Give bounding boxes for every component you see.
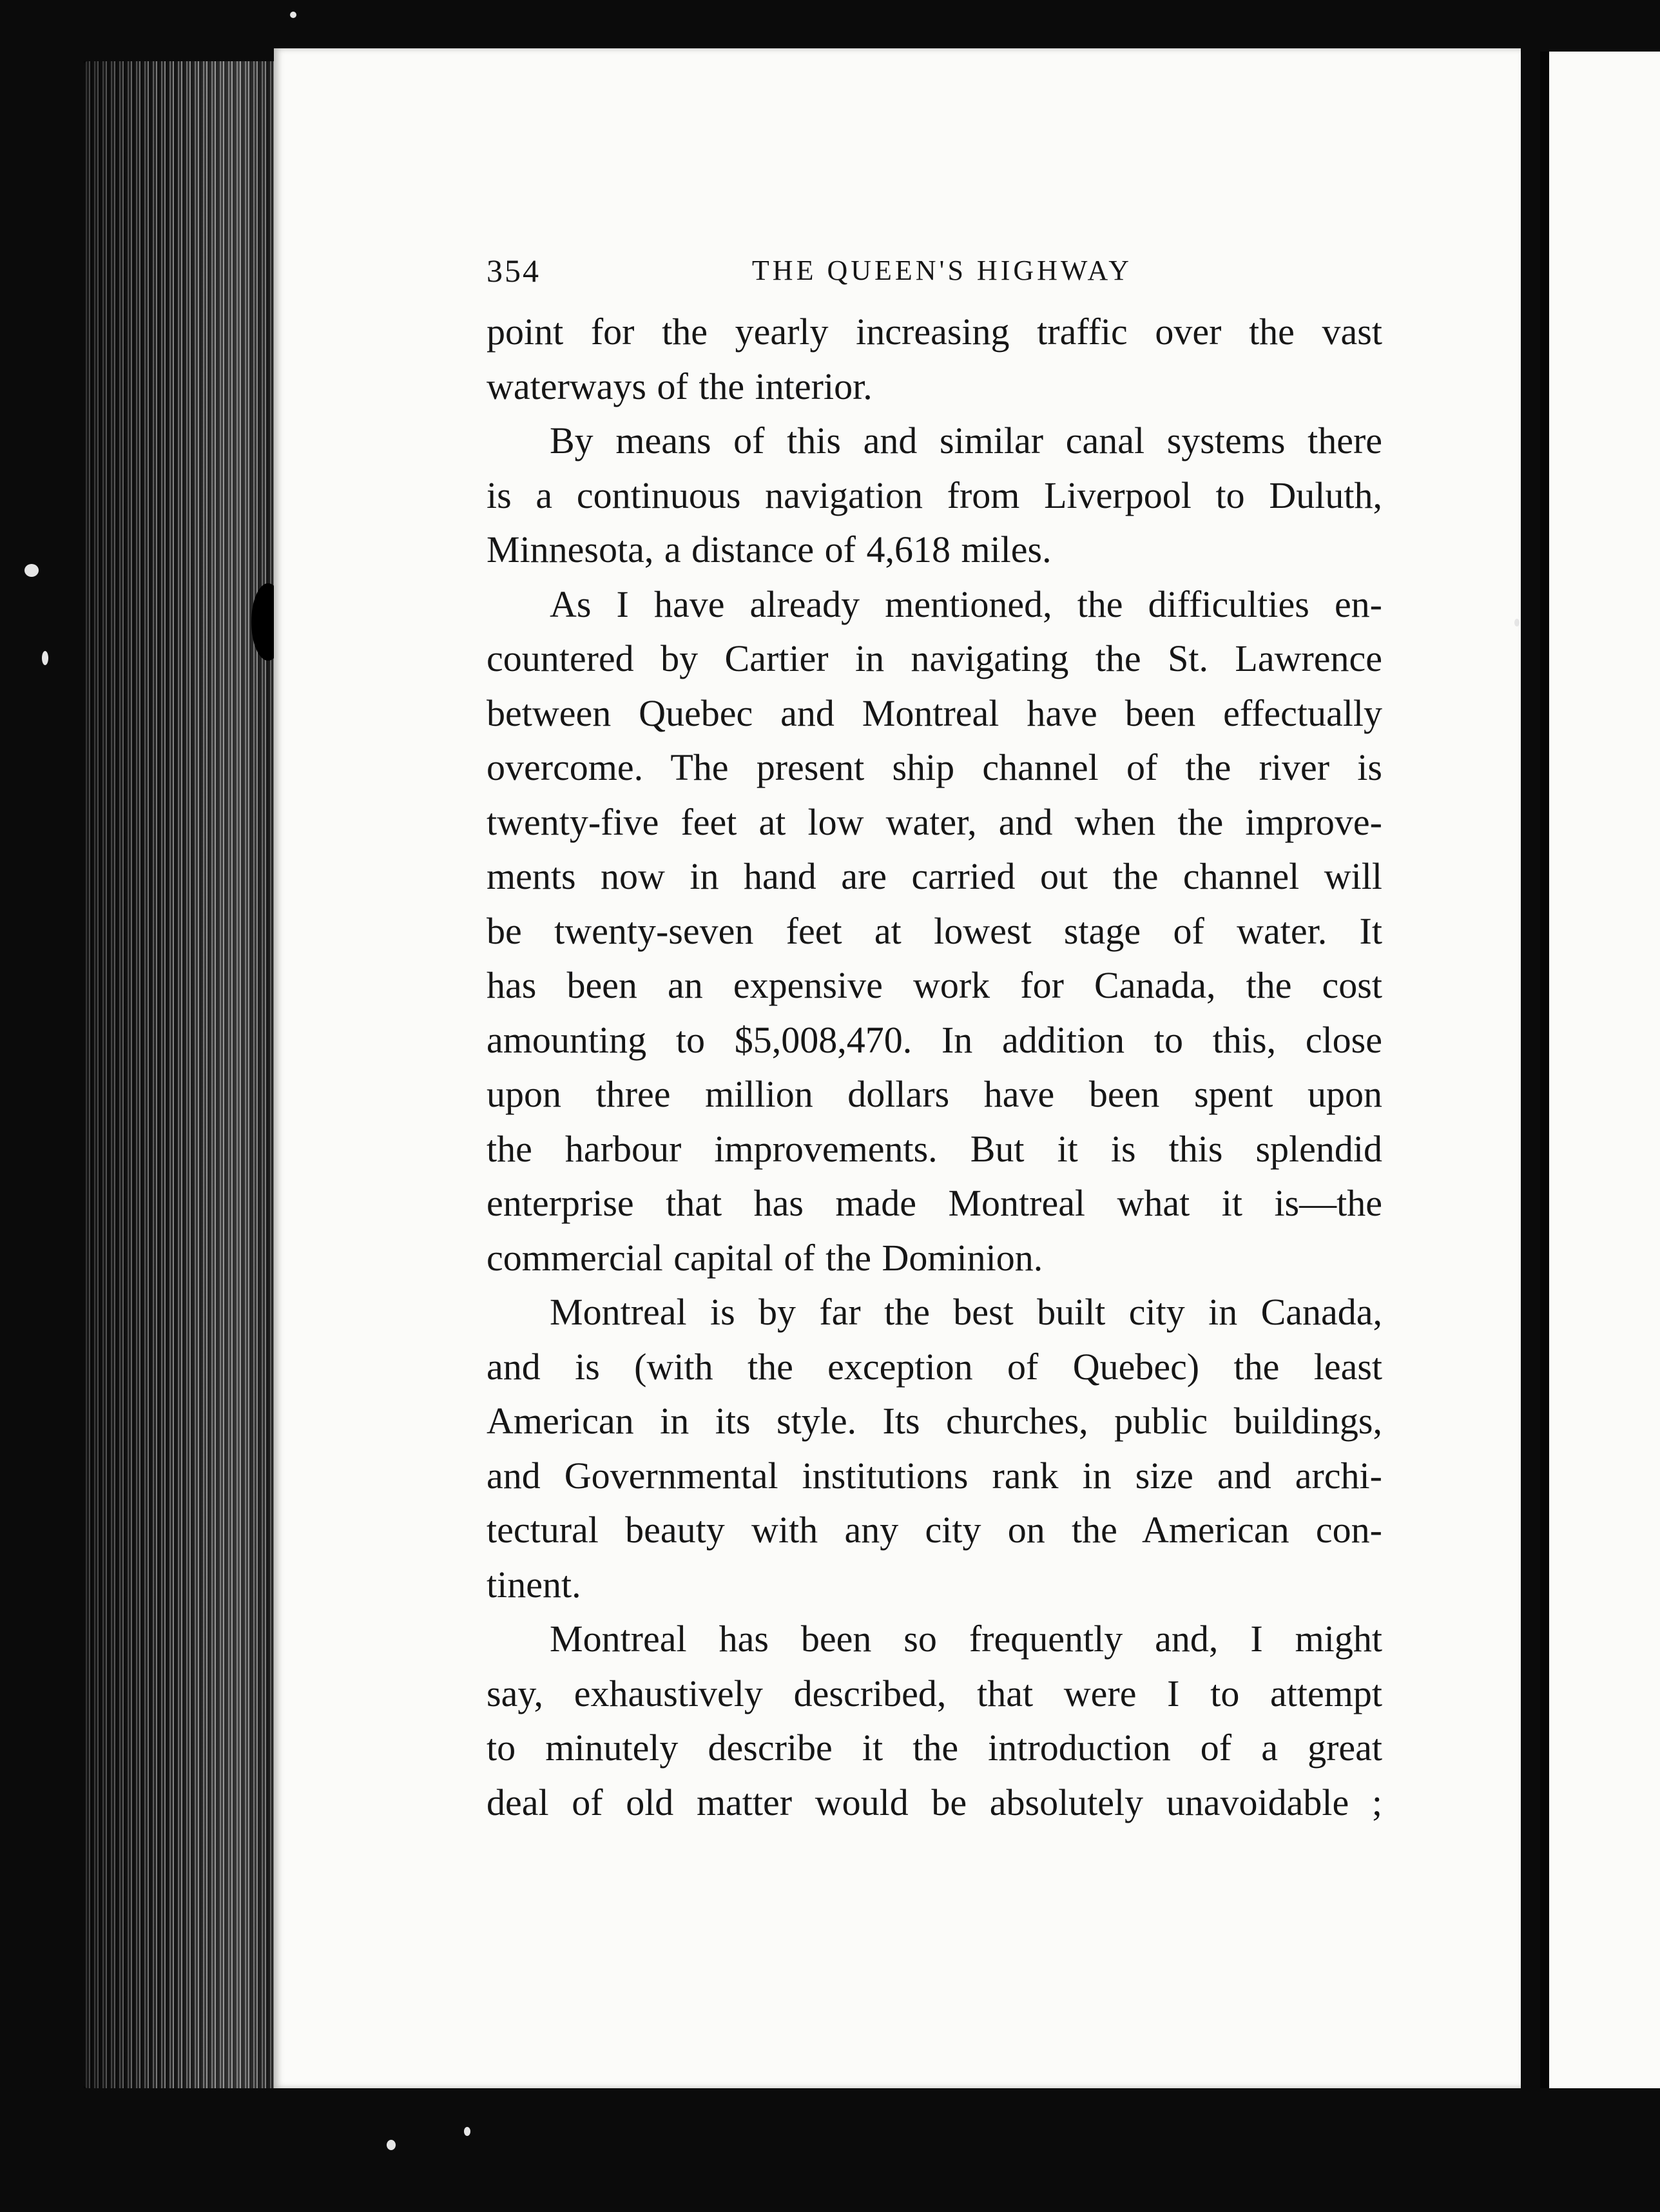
running-head-spacer: [1344, 238, 1382, 303]
text-line: tectural beauty with any city on the American con-: [487, 1509, 1382, 1551]
text-line: and is (with the exception of Quebec) the least: [487, 1345, 1382, 1388]
scan-speck: [1514, 619, 1520, 626]
text-line: is a continuous navigation from Liverpool to Duluth,: [487, 474, 1382, 516]
text-line: twenty-five feet at low water, and when the improve-: [487, 800, 1382, 843]
text-line: enterprise that has made Montreal what it is—the: [487, 1182, 1382, 1224]
scan-speck: [24, 564, 39, 577]
paragraph: [487, 1612, 1382, 1830]
running-title: THE QUEEN'S HIGHWAY: [751, 255, 1133, 286]
scan-speck: [464, 2127, 470, 2136]
text-line: Montreal has been so frequently and, I might: [550, 1618, 1382, 1660]
text-line: be twenty-seven feet at lowest stage of water. It: [487, 909, 1382, 952]
scan-speck: [387, 2140, 396, 2150]
text-line: Minnesota, a distance of 4,618 miles.: [487, 529, 1052, 570]
scan-speck: [290, 12, 296, 18]
paragraph: [487, 1285, 1382, 1612]
text-line: Montreal is by far the best built city in Canada,: [550, 1291, 1382, 1333]
text-line: say, exhaustively described, that were I to attempt: [487, 1672, 1382, 1714]
paragraph: [487, 414, 1382, 577]
text-line: deal of old matter would be absolutely unavoidable ;: [487, 1781, 1382, 1823]
text-line: waterways of the interior.: [487, 365, 873, 407]
text-line: has been an expensive work for Canada, the cost: [487, 964, 1382, 1006]
text-line: between Quebec and Montreal have been effectually: [487, 692, 1382, 734]
text-line: American in its style. Its churches, public buildings,: [487, 1400, 1382, 1442]
scan-speck: [42, 651, 48, 665]
book-page: [274, 48, 1521, 2088]
body-text: [487, 305, 1382, 1830]
paragraph: [487, 305, 1382, 414]
text-line: commercial capital of the Dominion.: [487, 1236, 1043, 1279]
book-page-edges: [84, 61, 277, 2088]
text-line: tinent.: [487, 1563, 581, 1606]
page-number: 354: [487, 253, 541, 289]
text-line: ments now in hand are carried out the channel will: [487, 855, 1382, 897]
text-line: amounting to $5,008,470. In addition to this, close: [487, 1018, 1382, 1061]
text-line: the harbour improvements. But it is this splendid: [487, 1127, 1382, 1170]
text-line: point for the yearly increasing traffic over the vast: [487, 311, 1382, 353]
text-line: to minutely describe it the introduction of a great: [487, 1727, 1382, 1769]
running-head: [487, 238, 1382, 303]
text-line: As I have already mentioned, the difficulties en-: [550, 583, 1382, 625]
text-line: By means of this and similar canal systems there: [550, 420, 1382, 461]
text-line: countered by Cartier in navigating the St. Lawrence: [487, 637, 1382, 679]
text-line: and Governmental institutions rank in size and archi-: [487, 1454, 1382, 1497]
text-line: overcome. The present ship channel of the river is: [487, 746, 1382, 788]
text-block: [487, 238, 1382, 1830]
facing-page-edge: [1540, 52, 1660, 2088]
text-line: upon three million dollars have been spent upon: [487, 1073, 1382, 1115]
paragraph: [487, 577, 1382, 1286]
